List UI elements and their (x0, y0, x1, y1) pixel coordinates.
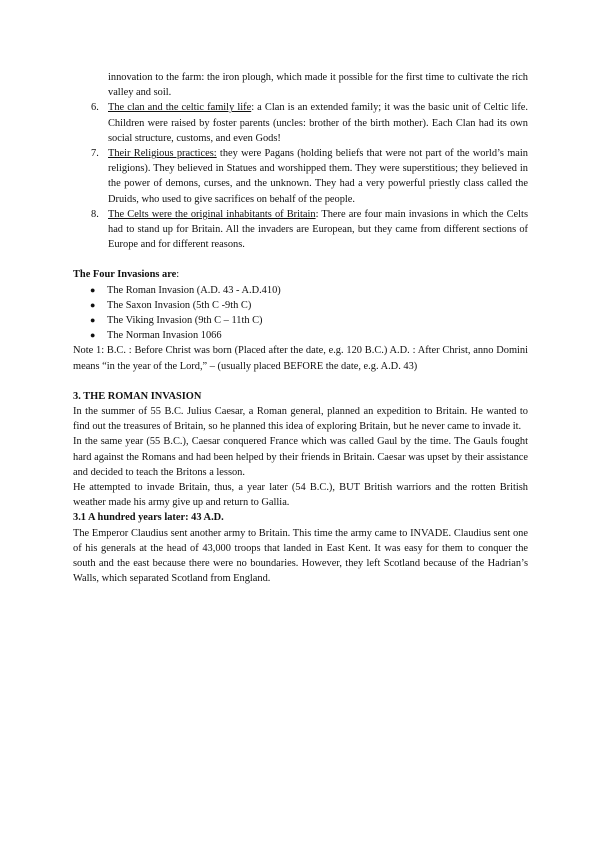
invasion-text: The Viking Invasion (9th C – 11th C) (107, 315, 263, 327)
spacer (73, 252, 528, 267)
invasions-heading-colon: : (176, 269, 180, 281)
item-heading: Their Religious practices: (108, 148, 217, 160)
numbered-list (73, 100, 528, 252)
list-item-6 (73, 100, 528, 146)
invasion-text: The Norman Invasion 1066 (107, 330, 222, 342)
spacer (73, 374, 528, 389)
invasion-text: The Saxon Invasion (5th C -9th C) (107, 299, 252, 311)
invasions-heading-line (73, 267, 528, 282)
bullet-icon: ● (90, 299, 96, 310)
item-heading: The Celts were the original inhabitants of Britain (108, 208, 316, 220)
paragraph: In the summer of 55 B.C. Julius Caesar, a Roman general, planned an expedition to Britain. He wanted to find out the treasures of Britain, so he planned this idea of exploring Britain, but he never came to invade it. (73, 406, 528, 433)
item-number: 8. (91, 208, 99, 220)
invasions-list (73, 283, 528, 344)
paragraph: In the same year (55 B.C.), Caesar conquered France which was called Gaul by the time. The Gauls fought hard against the Romans and had been helped by their friends in Britain. Caesar was upset by their assistance and decided to teach the Britons a lesson. (73, 436, 528, 478)
list-item (73, 283, 528, 298)
list-item-7 (73, 146, 528, 207)
document-body (73, 70, 528, 587)
bullet-icon: ● (90, 330, 96, 341)
item-number: 7. (91, 148, 99, 160)
item-heading: The clan and the celtic family life (108, 102, 252, 114)
section-heading: 3. THE ROMAN INVASION (73, 390, 202, 402)
item-text: they were Pagans (holding beliefs that were not part of the world’s main religions). They believed in Statues and worshipped them. They were superstitious; they believed in the power of demons, curses, and the unknown. They had a very powerful priestly class called the Druids, who used to give sacrifices on behalf of the people. (108, 148, 528, 205)
bullet-icon: ● (90, 284, 96, 295)
intro-continuation: innovation to the farm: the iron plough, which made it possible for the first time to cultivate the rich valley and soil. (108, 72, 528, 99)
subsection-heading: 3.1 A hundred years later: 43 A.D. (73, 512, 224, 524)
list-item (73, 328, 528, 343)
list-item (73, 298, 528, 313)
note-paragraph: Note 1: B.C. : Before Christ was born (Placed after the date, e.g. 120 B.C.) A.D. : After Christ, anno Domini means “in the year of the Lord,” – (usually placed BEFORE the date, e.g. A.D. 43) (73, 345, 528, 372)
item-text: : There are four main invasions in which the Celts had to stand up for Britain. All the invaders are European, but they came from different sections of Europe and for different reasons. (108, 208, 528, 251)
invasions-heading: The Four Invasions are (73, 269, 177, 281)
item-text: : a Clan is an extended family; it was the basic unit of Celtic life. Children were raised by foster parents (uncles: brother of the birth mother). Each Clan had its own social structure, customs, and even Gods! (108, 102, 528, 144)
item-number: 6. (91, 102, 99, 114)
invasion-text: The Roman Invasion (A.D. 43 - A.D.410) (107, 284, 281, 296)
list-item (73, 313, 528, 328)
bullet-icon: ● (90, 315, 96, 326)
paragraph: The Emperor Claudius sent another army to Britain. This time the army came to INVADE. Claudius sent one of his generals at the head of 43,000 troops that landed in East Kent. It was easy for them to conquer the south and the east because there were no boundaries. However, they left Scotland because of the Hadrian’s Walls, which separated Scotland from England. (73, 527, 528, 585)
paragraph: He attempted to invade Britain, thus, a year later (54 B.C.), BUT British warriors and the rotten British weather made his army give up and return to Gallia. (73, 482, 528, 509)
list-item-8 (73, 207, 528, 253)
